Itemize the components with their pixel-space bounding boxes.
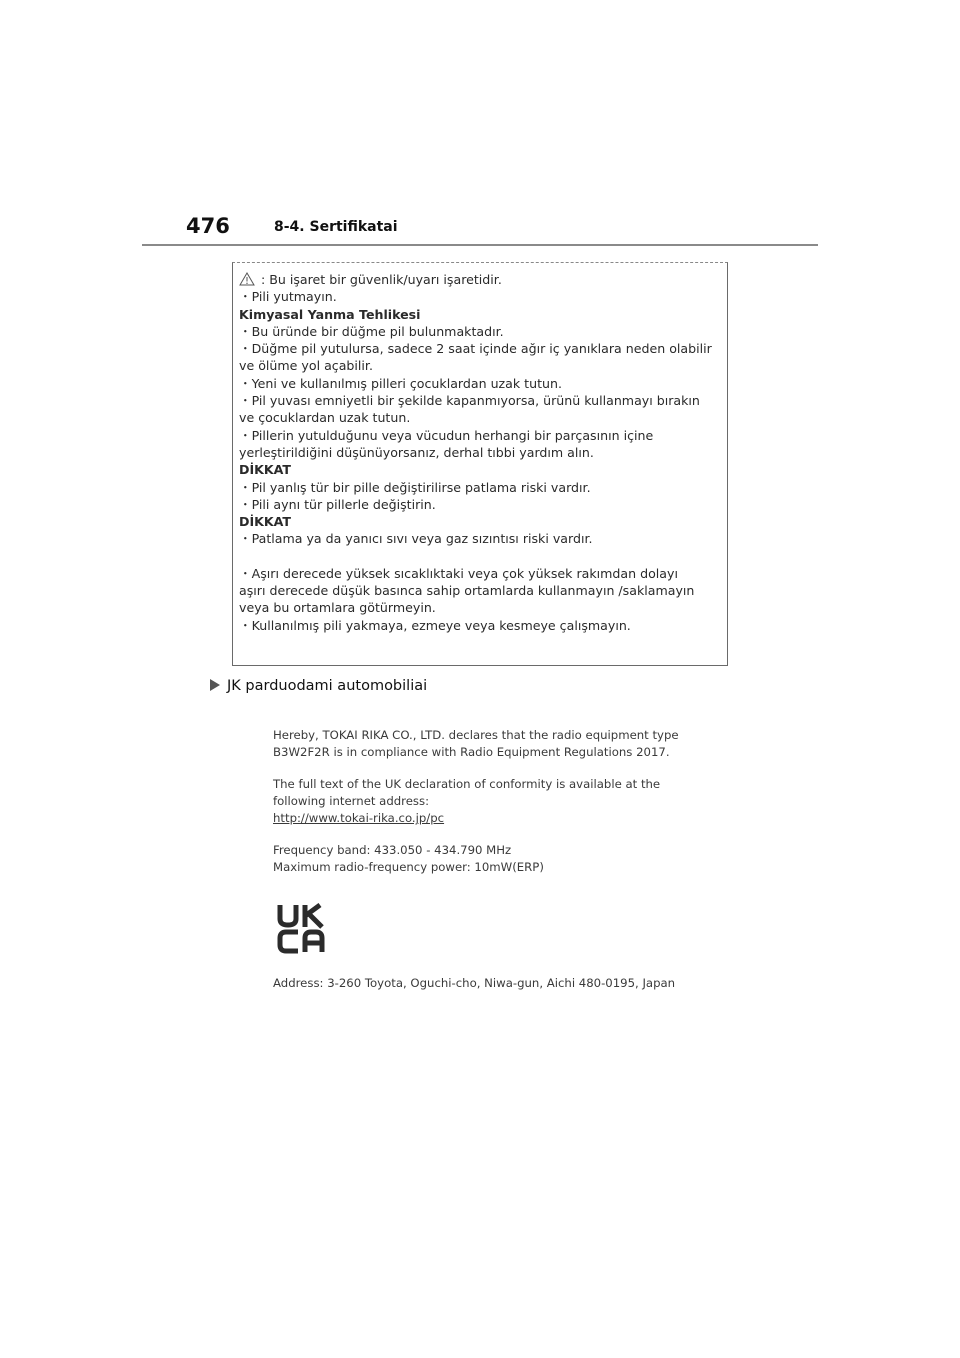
warning-line-9: ve çocuklardan uzak tutun. bbox=[239, 410, 411, 426]
declaration-line-4: following internet address: bbox=[273, 794, 430, 808]
declaration-line-2: B3W2F2R is in compliance with Radio Equipment Regulations 2017. bbox=[273, 745, 670, 759]
warning-line-5: ・Düğme pil yutulursa, sadece 2 saat içinde ağır iç yanıklara neden olabilir bbox=[239, 341, 712, 357]
page-number: 476 bbox=[186, 214, 230, 238]
warning-line-6: ve ölüme yol açabilir. bbox=[239, 358, 373, 374]
warning-line-16: ・Patlama ya da yanıcı sıvı veya gaz sızıntısı riski vardır. bbox=[239, 531, 593, 547]
warning-line-20: ・Kullanılmış pili yakmaya, ezmeye veya kesmeye çalışmayın. bbox=[239, 617, 631, 633]
warning-line-2: ・Pili yutmayın. bbox=[239, 289, 337, 305]
warning-line-14: ・Pili aynı tür pillerle değiştirin. bbox=[239, 496, 436, 512]
warning-line-17: ・Aşırı derecede yüksek sıcaklıktaki veya çok yüksek rakımdan dolayı bbox=[239, 565, 678, 581]
warning-line-13: ・Pil yanlış tür bir pille değiştirilirse patlama riski vardır. bbox=[239, 479, 591, 495]
warning-line-11: yerleştirildiğini düşünüyorsanız, derhal tıbbi yardım alın. bbox=[239, 444, 594, 460]
chemical-burn-heading: Kimyasal Yanma Tehlikesi bbox=[239, 306, 421, 322]
spacer bbox=[273, 761, 713, 776]
spacer bbox=[239, 548, 719, 565]
warning-line-4: ・Bu üründe bir düğme pil bulunmaktadır. bbox=[239, 323, 504, 339]
manufacturer-address: Address: 3-260 Toyota, Oguchi-cho, Niwa-gun, Aichi 480-0195, Japan bbox=[273, 976, 676, 990]
declaration-url-link[interactable]: http://www.tokai-rika.co.jp/pc bbox=[273, 811, 445, 825]
spacer bbox=[273, 827, 713, 842]
declaration-line-3: The full text of the UK declaration of conformity is available at the bbox=[273, 777, 661, 791]
jk-section-heading: JK parduodami automobiliai bbox=[210, 678, 427, 694]
bullet-triangle-icon bbox=[210, 679, 220, 691]
warning-line-18: aşırı derecede düşük basınca sahip ortamlarda kullanmayın /saklamayın bbox=[239, 583, 695, 599]
warning-line-1: : Bu işaret bir güvenlik/uyarı işaretidir. bbox=[239, 271, 719, 288]
frequency-band: Frequency band: 433.050 - 434.790 MHz bbox=[273, 843, 512, 857]
warning-line-7: ・Yeni ve kullanılmış pilleri çocuklardan uzak tutun. bbox=[239, 375, 563, 391]
header-divider bbox=[142, 244, 818, 246]
caution-heading-2: DİKKAT bbox=[239, 514, 292, 530]
caution-heading-1: DİKKAT bbox=[239, 462, 292, 478]
section-title: 8-4. Sertifikatai bbox=[274, 219, 398, 235]
max-rf-power: Maximum radio-frequency power: 10mW(ERP) bbox=[273, 860, 544, 874]
warning-line-8: ・Pil yuvası emniyetli bir şekilde kapanmıyorsa, ürünü kullanmayı bırakın bbox=[239, 393, 700, 409]
warning-line-19: veya bu ortamlara götürmeyin. bbox=[239, 600, 436, 616]
declaration-line-1: Hereby, TOKAI RIKA CO., LTD. declares that the radio equipment type bbox=[273, 728, 679, 742]
battery-warning-box bbox=[232, 262, 728, 666]
uk-declaration bbox=[273, 727, 713, 876]
warning-triangle-icon bbox=[239, 272, 255, 286]
ukca-mark-logo bbox=[276, 903, 328, 955]
warning-line-10: ・Pillerin yutulduğunu veya vücudun herhangi bir parçasının içine bbox=[239, 427, 654, 443]
